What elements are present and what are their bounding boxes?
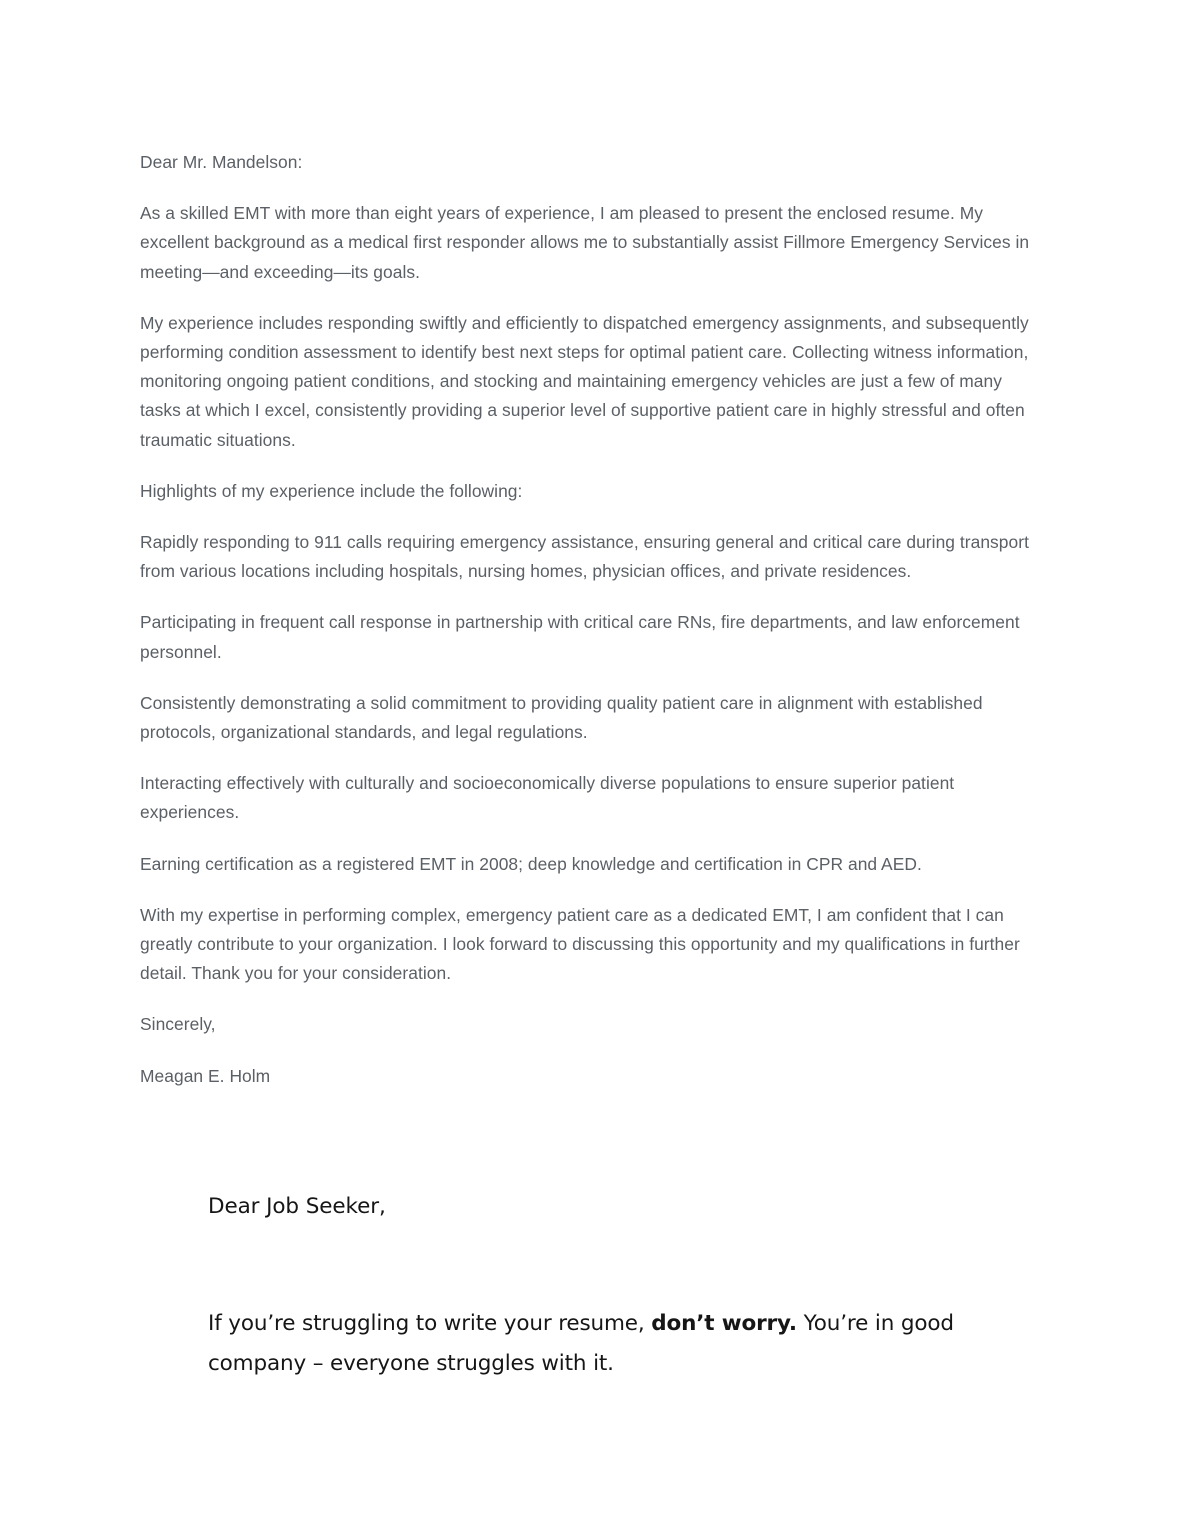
letter-paragraph-highlights-lead: Highlights of my experience include the following: [140,480,523,501]
letter-paragraph-closing-statement: With my expertise in performing complex, emergency patient care as a dedicated EMT, I am confident that I can greatly contribute to your organization. I look forward to discussing this opportunity and my qualifications in further detail. Thank you for your consideration. [140,904,1020,984]
letter-highlight-call-response: Participating in frequent call response in partnership with critical care RNs, fire departments, and law enforcement personnel. [140,612,1020,662]
promo-body-emphasis: don’t worry. [651,1311,797,1336]
letter-highlight-certification: Earning certification as a registered EMT in 2008; deep knowledge and certification in CPR and AED. [140,853,922,874]
promo-body-text-lead: If you’re struggling to write your resume, [208,1311,652,1336]
promo-greeting: Dear Job Seeker, [208,1194,386,1219]
promo-body-text-tail: You’re in good company – everyone struggles with it. [208,1311,954,1376]
promo-block [208,1192,1008,1384]
letter-paragraph-intro: As a skilled EMT with more than eight years of experience, I am pleased to present the enclosed resume. My excellent background as a medical first responder allows me to substantially assist Fillmore Emergency Services in meeting—and exceeding—its goals. [140,203,1030,282]
letter-paragraph-experience: My experience includes responding swiftly and efficiently to dispatched emergency assignments, and subsequently performing condition assessment to identify best next steps for optimal patient care. Collecting witness information, monitoring ongoing patient conditions, and stocking and maintaining emergency vehicles are just a few of many tasks at which I excel, consistently providing a superior level of supportive patient care in highly stressful and often traumatic situations. [140,312,1029,450]
promo-spacer [208,1222,1008,1304]
letter-highlight-diverse-populations: Interacting effectively with culturally and socioeconomically diverse populations to ensure superior patient experiences. [140,773,955,823]
letter-closing: Sincerely, [140,1014,216,1035]
promo-body [208,1304,1008,1384]
cover-letter-body [140,148,1046,1091]
letter-salutation: Dear Mr. Mandelson: [140,152,303,172]
letter-signature-name: Meagan E. Holm [140,1065,271,1086]
letter-highlight-quality-care: Consistently demonstrating a solid commitment to providing quality patient care in alignment with established protocols, organizational standards, and legal regulations. [140,692,983,743]
letter-highlight-911-calls: Rapidly responding to 911 calls requiring emergency assistance, ensuring general and critical care during transport from various locations including hospitals, nursing homes, physician offices, and private residences. [140,532,1029,582]
